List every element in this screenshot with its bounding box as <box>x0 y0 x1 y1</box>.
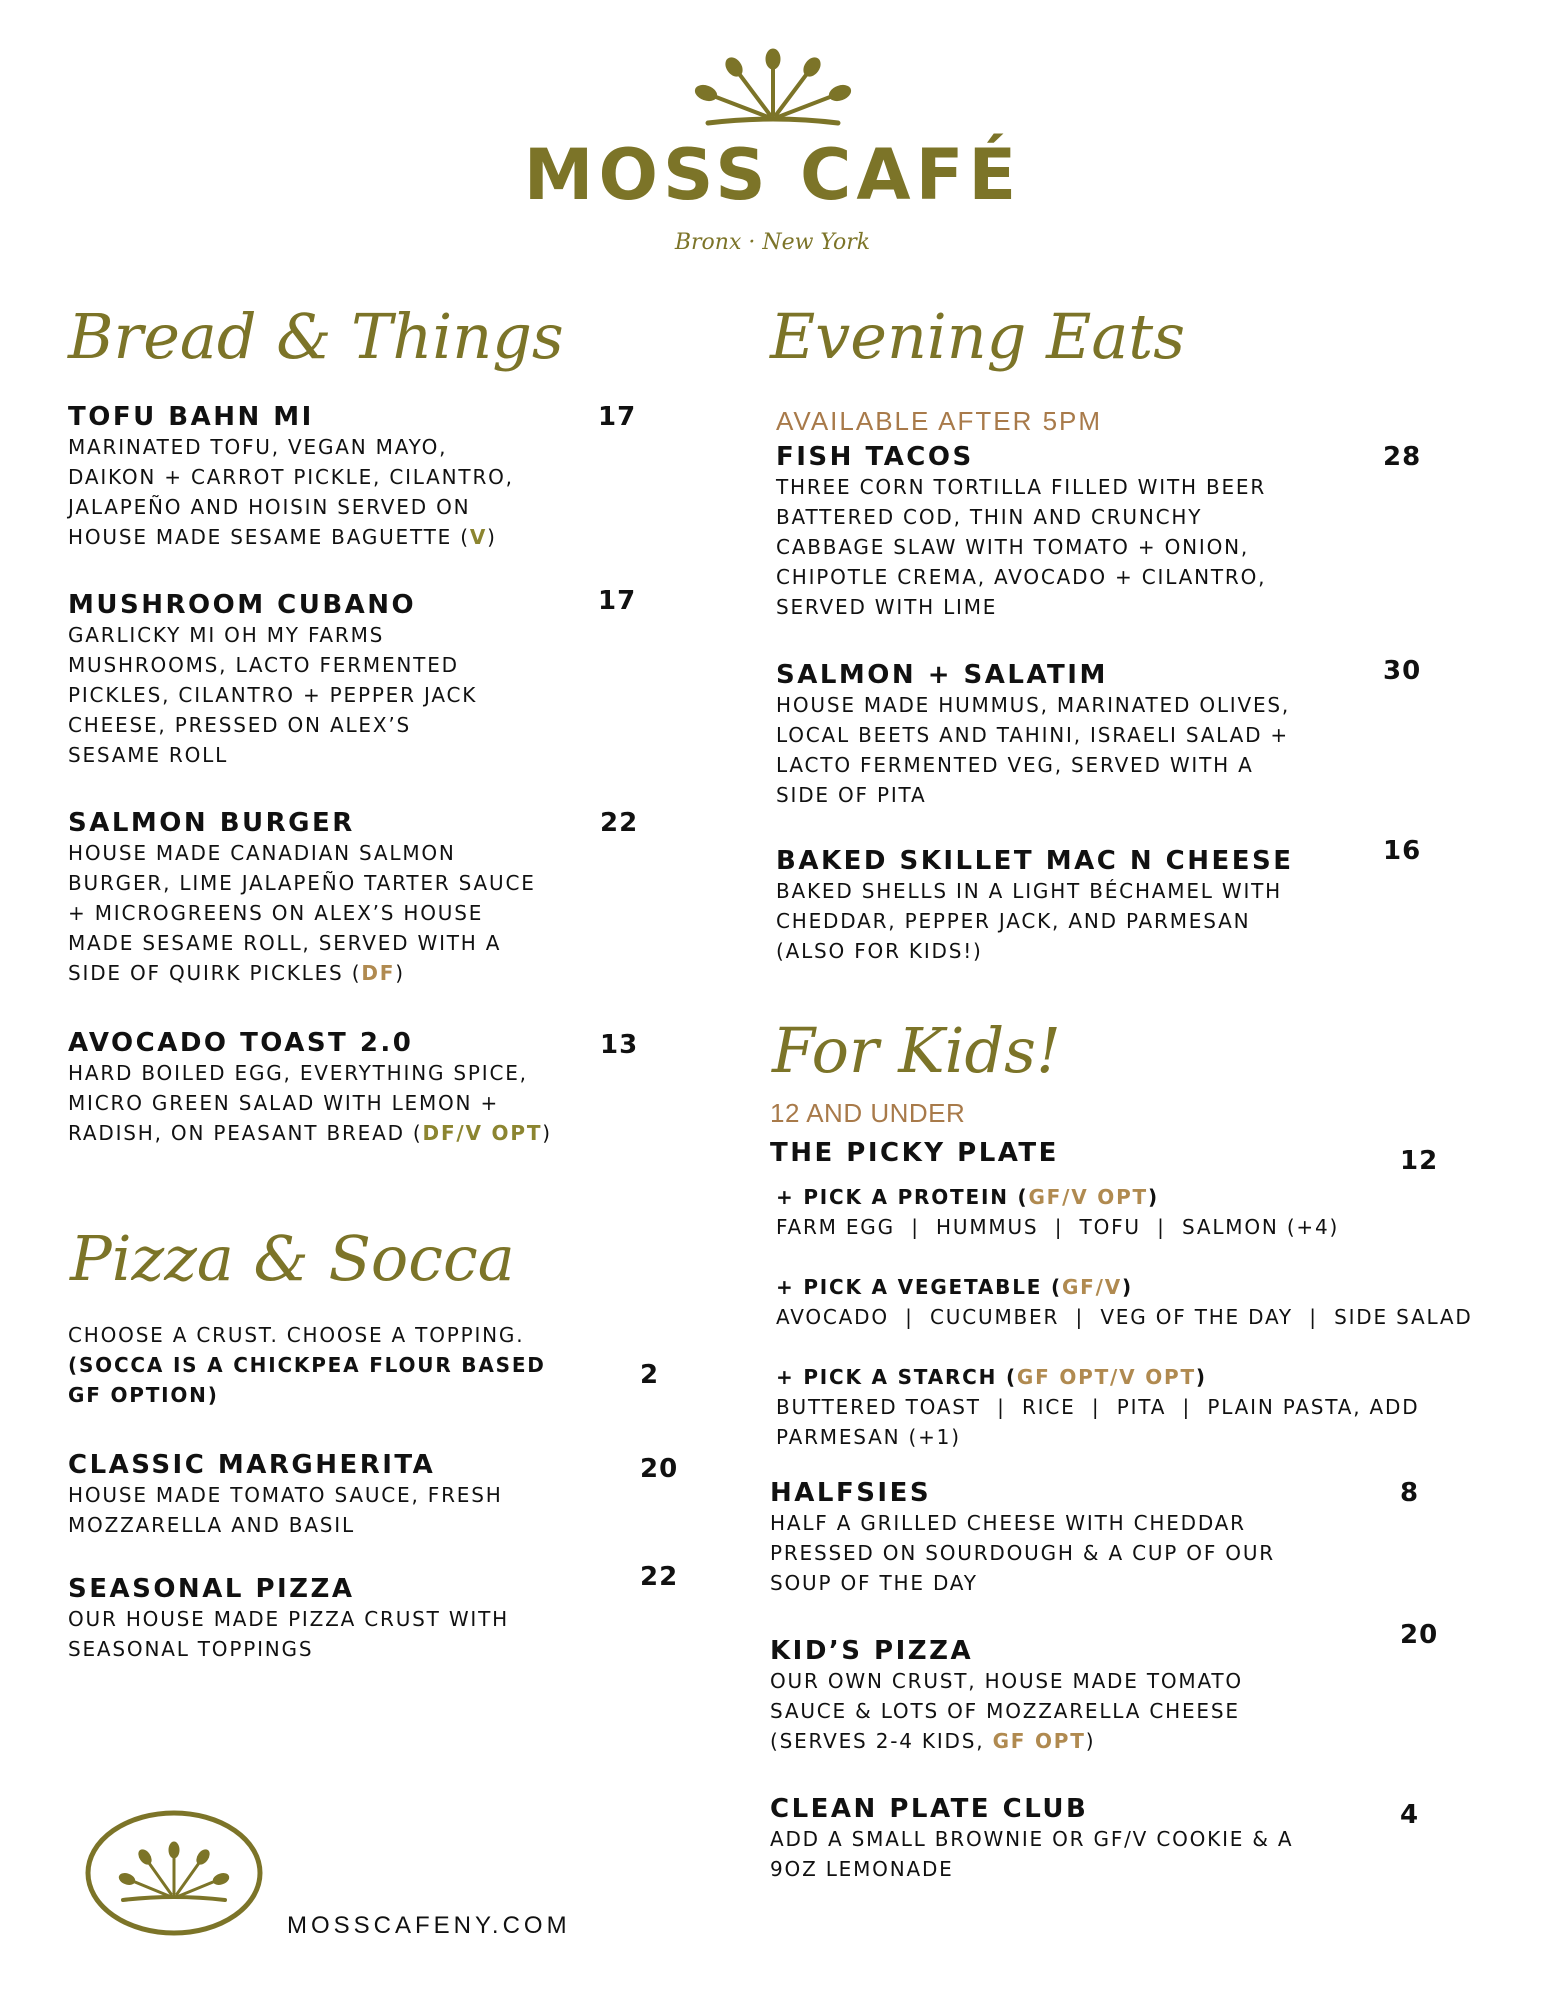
item-desc-line: SOUP OF THE DAY <box>770 1571 978 1595</box>
item-desc-line: RADISH, ON PEASANT BREAD (DF/V OPT) <box>68 1121 552 1145</box>
item-desc-line: SEASONAL TOPPINGS <box>68 1637 314 1661</box>
item-desc-line: SIDE OF QUIRK PICKLES (DF) <box>68 961 405 985</box>
dietary-tag: GF OPT <box>992 1729 1086 1753</box>
dietary-tag: V <box>469 525 488 549</box>
item-desc-line: MARINATED TOFU, VEGAN MAYO, <box>68 435 448 459</box>
item-desc-line: BATTERED COD, THIN AND CRUNCHY <box>776 505 1203 529</box>
section-subheading-kids: 12 AND UNDER <box>770 1098 966 1128</box>
item-desc-line: + MICROGREENS ON ALEX’S HOUSE <box>68 901 484 925</box>
item-price: 20 <box>1400 1620 1439 1650</box>
item-desc-line: BAKED SHELLS IN A LIGHT BÉCHAMEL WITH <box>776 879 1282 903</box>
dietary-tag: GF/V OPT <box>1028 1185 1148 1209</box>
item-desc-line: GARLICKY MI OH MY FARMS <box>68 623 385 647</box>
item-desc-line: CHIPOTLE CREMA, AVOCADO + CILANTRO, <box>776 565 1267 589</box>
item-price: 28 <box>1383 442 1422 472</box>
item-desc-line: MICRO GREEN SALAD WITH LEMON + <box>68 1091 500 1115</box>
section-heading-bread: Bread & Things <box>68 300 564 373</box>
item-name: SALMON BURGER <box>68 808 355 838</box>
item-desc-line: CHEDDAR, PEPPER JACK, AND PARMESAN <box>776 909 1251 933</box>
picky-starch <box>776 1362 1419 1452</box>
intro-line: CHOOSE A CRUST. CHOOSE A TOPPING. <box>68 1323 525 1347</box>
dietary-tag: DF <box>361 961 396 985</box>
item-desc-line: OUR OWN CRUST, HOUSE MADE TOMATO <box>770 1669 1243 1693</box>
moss-cafe-logo-icon <box>688 45 858 135</box>
item-price: 4 <box>1400 1800 1420 1830</box>
picky-protein <box>776 1182 1339 1242</box>
item-name: MUSHROOM CUBANO <box>68 590 417 620</box>
item-desc-line: (ALSO FOR KIDS!) <box>776 939 983 963</box>
item-desc-line: MADE SESAME ROLL, SERVED WITH A <box>68 931 502 955</box>
item-desc-line: DAIKON + CARROT PICKLE, CILANTRO, <box>68 465 514 489</box>
dietary-tag: GF OPT/V OPT <box>1016 1365 1196 1389</box>
item-desc-line: CHEESE, PRESSED ON ALEX’S <box>68 713 411 737</box>
item-price: 2 <box>640 1360 660 1390</box>
menu-item-halfsies <box>770 1478 1275 1598</box>
item-desc-line: ADD A SMALL BROWNIE OR GF/V COOKIE & A <box>770 1827 1294 1851</box>
item-desc-line: JALAPEÑO AND HOISIN SERVED ON <box>68 495 471 519</box>
dietary-tag: GF/V <box>1061 1275 1123 1299</box>
menu-item-salmon-salatim <box>776 660 1290 810</box>
item-name: CLEAN PLATE CLUB <box>770 1794 1089 1824</box>
item-name: FISH TACOS <box>776 442 974 472</box>
cafe-title: MOSS CAFÉ <box>523 134 1022 216</box>
menu-item-clean-plate-club <box>770 1794 1293 1884</box>
item-price: 17 <box>598 402 637 432</box>
item-price: 16 <box>1383 836 1422 866</box>
item-desc-line: HOUSE MADE CANADIAN SALMON <box>68 841 456 865</box>
item-price: 30 <box>1383 656 1422 686</box>
menu-item-avocado-toast <box>68 1028 552 1148</box>
choice-options: FARM EGG | HUMMUS | TOFU | SALMON (+4) <box>776 1215 1340 1239</box>
choice-options: AVOCADO | CUCUMBER | VEG OF THE DAY | SIDE SALAD <box>776 1305 1473 1329</box>
item-desc-line: PRESSED ON SOURDOUGH & A CUP OF OUR <box>770 1541 1275 1565</box>
item-desc-line: THREE CORN TORTILLA FILLED WITH BEER <box>776 475 1267 499</box>
menu-item-seasonal-pizza <box>68 1574 509 1664</box>
item-price: 12 <box>1400 1146 1439 1176</box>
section-heading-kids: For Kids! <box>772 1014 1061 1087</box>
item-price: 8 <box>1400 1478 1420 1508</box>
menu-item-mushroom-cubano <box>68 590 477 770</box>
item-desc-line: 9OZ LEMONADE <box>770 1857 954 1881</box>
item-name: KID’S PIZZA <box>770 1636 974 1666</box>
item-desc-line: HOUSE MADE TOMATO SAUCE, FRESH <box>68 1483 503 1507</box>
item-name: SEASONAL PIZZA <box>68 1574 355 1604</box>
item-name: HALFSIES <box>770 1478 932 1508</box>
intro-line: (SOCCA IS A CHICKPEA FLOUR BASED <box>68 1353 546 1377</box>
item-desc-line: SIDE OF PITA <box>776 783 927 807</box>
item-desc-line: MOZZARELLA AND BASIL <box>68 1513 355 1537</box>
item-desc-line: HALF A GRILLED CHEESE WITH CHEDDAR <box>770 1511 1246 1535</box>
choice-options: BUTTERED TOAST | RICE | PITA | PLAIN PASTA, ADD <box>776 1395 1420 1419</box>
choice-heading: + PICK A PROTEIN (GF/V OPT) <box>776 1185 1159 1209</box>
item-desc-line: (SERVES 2-4 KIDS, GF OPT) <box>770 1729 1096 1753</box>
item-price: 13 <box>600 1030 639 1060</box>
moss-cafe-badge-icon <box>83 1808 265 1938</box>
menu-item-classic-margherita <box>68 1450 503 1540</box>
cafe-location: Bronx · New York <box>674 230 871 255</box>
item-name: TOFU BAHN MI <box>68 402 314 432</box>
item-name-picky-plate: THE PICKY PLATE <box>770 1138 1059 1168</box>
item-price: 22 <box>600 808 639 838</box>
menu-item-mac-n-cheese <box>776 846 1294 966</box>
intro-line: GF OPTION) <box>68 1383 219 1407</box>
choice-options: PARMESAN (+1) <box>776 1425 961 1449</box>
item-desc-line: MUSHROOMS, LACTO FERMENTED <box>68 653 459 677</box>
section-subheading-evening: AVAILABLE AFTER 5PM <box>776 406 1103 436</box>
item-name: SALMON + SALATIM <box>776 660 1108 690</box>
section-heading-pizza: Pizza & Socca <box>70 1222 515 1295</box>
item-desc-line: PICKLES, CILANTRO + PEPPER JACK <box>68 683 478 707</box>
pizza-intro <box>68 1320 546 1410</box>
item-desc-line: SESAME ROLL <box>68 743 229 767</box>
picky-vegetable <box>776 1272 1473 1332</box>
menu-item-kids-pizza <box>770 1636 1243 1756</box>
item-name: AVOCADO TOAST 2.0 <box>68 1028 414 1058</box>
menu-item-fish-tacos <box>776 442 1266 622</box>
item-desc-line: HARD BOILED EGG, EVERYTHING SPICE, <box>68 1061 528 1085</box>
menu-item-tofu-bahn-mi <box>68 402 514 552</box>
section-heading-evening: Evening Eats <box>770 300 1186 373</box>
item-desc-line: HOUSE MADE SESAME BAGUETTE (V) <box>68 525 497 549</box>
item-desc-line: OUR HOUSE MADE PIZZA CRUST WITH <box>68 1607 509 1631</box>
item-desc-line: CABBAGE SLAW WITH TOMATO + ONION, <box>776 535 1250 559</box>
item-name: BAKED SKILLET MAC N CHEESE <box>776 846 1294 876</box>
choice-heading: + PICK A VEGETABLE (GF/V) <box>776 1275 1133 1299</box>
item-price: 22 <box>640 1562 679 1592</box>
item-price: 17 <box>598 586 637 616</box>
item-desc-line: LACTO FERMENTED VEG, SERVED WITH A <box>776 753 1254 777</box>
item-desc-line: LOCAL BEETS AND TAHINI, ISRAELI SALAD + <box>776 723 1289 747</box>
item-desc-line: BURGER, LIME JALAPEÑO TARTER SAUCE <box>68 871 536 895</box>
choice-heading: + PICK A STARCH (GF OPT/V OPT) <box>776 1365 1207 1389</box>
item-desc-line: SAUCE & LOTS OF MOZZARELLA CHEESE <box>770 1699 1240 1723</box>
item-desc-line: SERVED WITH LIME <box>776 595 998 619</box>
item-price: 20 <box>640 1454 679 1484</box>
item-name: CLASSIC MARGHERITA <box>68 1450 436 1480</box>
website-link[interactable]: MOSSCAFENY.COM <box>287 1912 571 1939</box>
item-desc-line: HOUSE MADE HUMMUS, MARINATED OLIVES, <box>776 693 1291 717</box>
dietary-tag: DF/V OPT <box>422 1121 543 1145</box>
menu-item-salmon-burger <box>68 808 536 988</box>
